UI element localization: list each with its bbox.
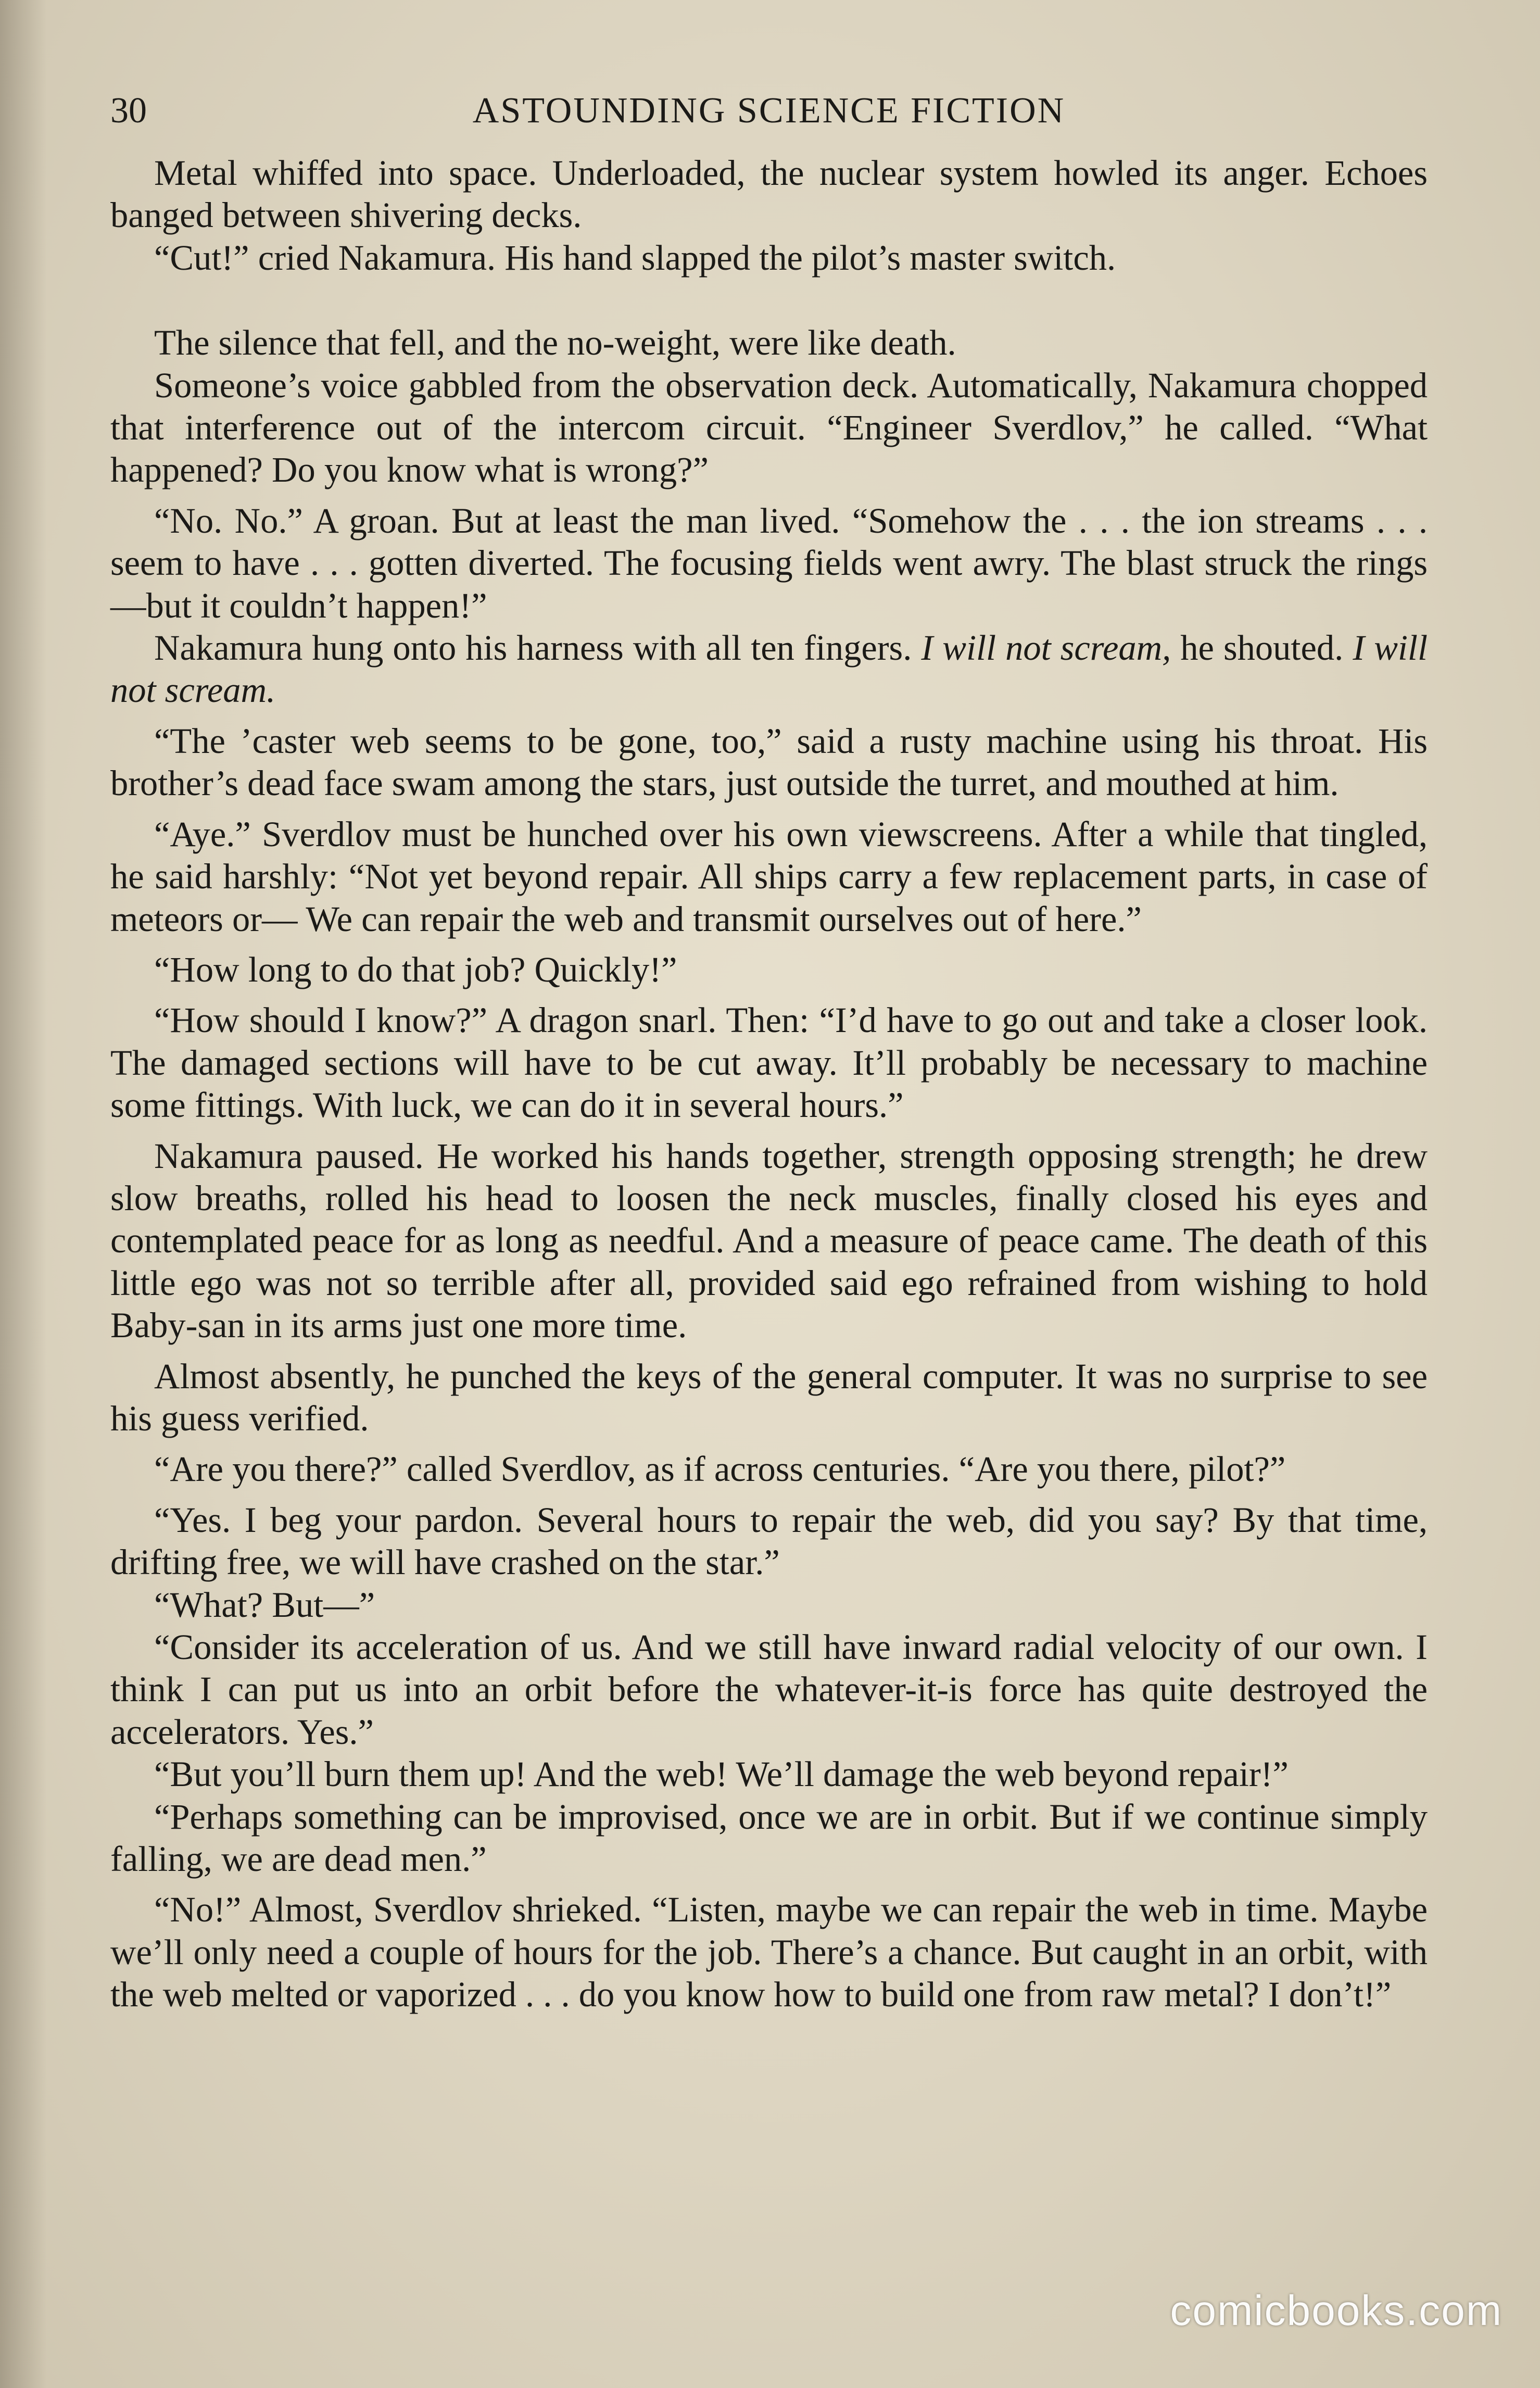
- paragraph: “Aye.” Sverdlov must be hunched over his own viewscreens. After a while that tingled, he said harshly: “Not yet beyond repair. All ships carry a few replacement parts, in case of meteors or— We can repair the web and transmit ourselves out of here.”: [110, 814, 1428, 939]
- paragraph: Someone’s voice gabbled from the observation deck. Automatically, Nakamura chopped that interference out of the intercom circuit. “Engineer Sverdlov,” he called. “What happened? Do you know what is wrong?”: [110, 365, 1428, 490]
- paragraph: “How should I know?” A dragon snarl. Then: “I’d have to go out and take a closer look. The damaged sections will have to be cut away. It’ll probably be necessary to machine some fittings. With luck, we can do it in several hours.”: [110, 1000, 1428, 1125]
- paragraph-text: he shouted.: [1171, 628, 1353, 668]
- paragraph: Metal whiffed into space. Underloaded, the nuclear system howled its anger. Echoes banged between shivering decks.: [110, 153, 1428, 235]
- paragraph: Nakamura paused. He worked his hands together, strength opposing strength; he drew slow breaths, rolled his head to loosen the neck muscles, finally closed his eyes and contemplated peace for as long as needful. And a measure of peace came. The death of this little ego was not so terrible after all, provided said ego refrained from wishing to hold Baby-san in its arms just one more time.: [110, 1136, 1428, 1346]
- paragraph: “Are you there?” called Sverdlov, as if across centuries. “Are you there, pilot?”: [154, 1449, 1286, 1489]
- paragraph: “But you’ll burn them up! And the web! We’ll damage the web beyond repair!”: [154, 1754, 1289, 1794]
- paragraph: “No. No.” A groan. But at least the man lived. “Somehow the . . . the ion streams . . . seem to have . . . gotten diverted. The focusing fields went awry. The blast struck the rings—but it couldn’t happen!”: [110, 500, 1428, 625]
- paragraph: [110, 627, 1428, 712]
- paragraph-text: Nakamura hung onto his harness with all ten fingers.: [154, 628, 922, 668]
- watermark: comicbooks.com: [1170, 2287, 1503, 2334]
- paragraph: Almost absently, he punched the keys of the general computer. It was no surprise to see his guess verified.: [110, 1356, 1428, 1438]
- story-text: [110, 152, 1428, 2016]
- paragraph: “How long to do that job? Quickly!”: [154, 949, 677, 989]
- running-head: [110, 87, 1428, 134]
- paragraph: “Consider its acceleration of us. And we still have inward radial velocity of our own. I think I can put us into an orbit before the whatever-it-is force has quite destroyed the accelerators. Yes.”: [110, 1627, 1428, 1752]
- italic-thought: I will not scream.: [110, 628, 1428, 710]
- paragraph: “The ’caster web seems to be gone, too,” said a rusty machine using his throat. His brother’s dead face swam among the stars, just outside the turret, and mouthed at him.: [110, 721, 1428, 803]
- spine-shadow: [0, 0, 47, 2388]
- page-number: 30: [110, 91, 147, 131]
- paragraph: “Yes. I beg your pardon. Several hours to repair the web, did you say? By that time, drifting free, we will have crashed on the star.”: [110, 1500, 1428, 1582]
- journal-title: ASTOUNDING SCIENCE FICTION: [472, 91, 1066, 131]
- paragraph: “Perhaps something can be improvised, once we are in orbit. But if we continue simply falling, we are dead men.”: [110, 1796, 1428, 1879]
- paragraph: The silence that fell, and the no-weight, were like death.: [154, 323, 956, 363]
- paragraph: “No!” Almost, Sverdlov shrieked. “Listen, maybe we can repair the web in time. Maybe we’ll only need a couple of hours for the job. There’s a chance. But caught in an orbit, with the web melted or vaporized . . . do you know how to build one from raw metal? I don’t!”: [110, 1890, 1428, 2015]
- italic-thought: I will not scream,: [921, 628, 1171, 668]
- paragraph: “What? But—”: [154, 1585, 375, 1625]
- paragraph: “Cut!” cried Nakamura. His hand slapped the pilot’s master switch.: [154, 237, 1116, 278]
